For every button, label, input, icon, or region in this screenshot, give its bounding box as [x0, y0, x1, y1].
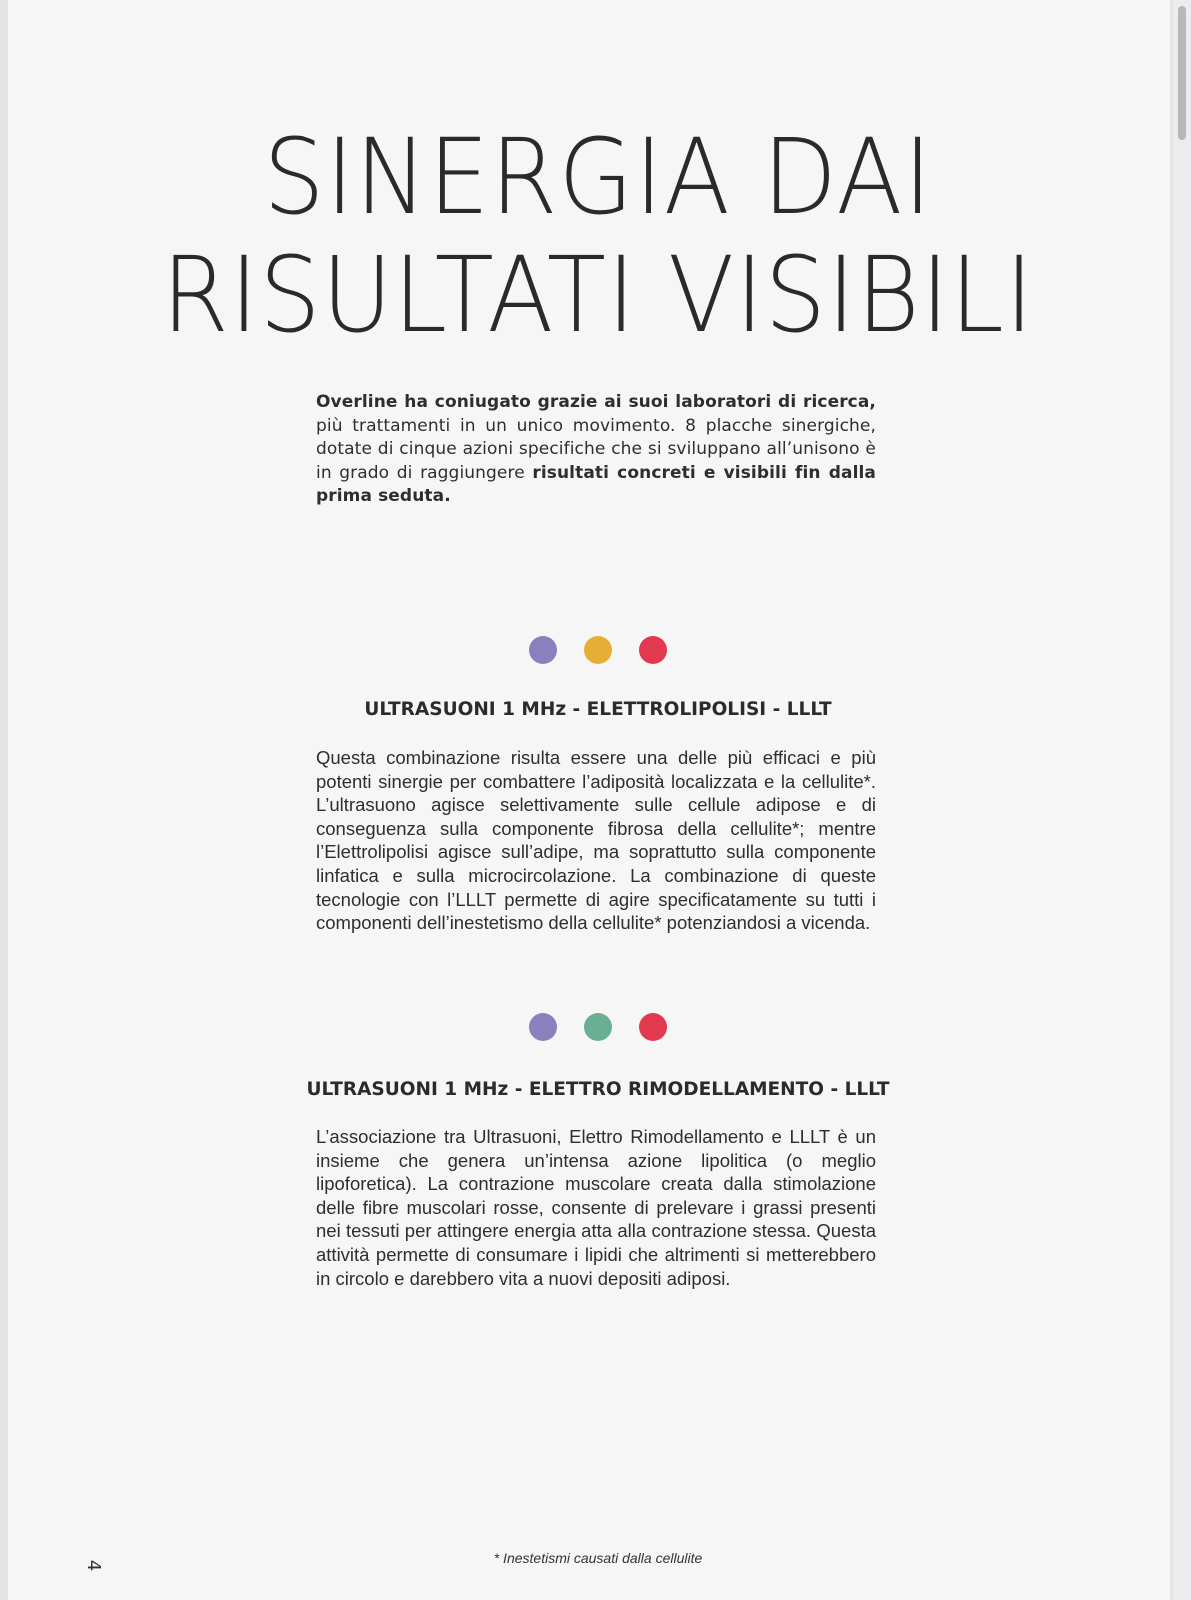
- page-number: 4: [83, 1559, 105, 1572]
- intro-bold-lead: Overline ha coniugato grazie ai suoi laboratori di ricerca,: [316, 392, 876, 412]
- section-paragraph-1: Questa combinazione risulta essere una delle più efficaci e più potenti sinergie per combattere l’adiposità localizzata e la cellulite*. L’ultrasuono agisce selettivamente sulle cellule adipose e di conseguenza sulla componente fibrosa della cellulite*; mentre l’Elettrolipolisi agisce sull’adipe, ma soprattutto sulla componente linfatica e sulla microcircolazione. La combinazione di queste tecnologie con l’LLLT permette di agire specificatamente su tutti i componenti dell’inestetismo della cellulite* potenziandosi a vicenda.: [316, 747, 876, 934]
- technology-dots-1: [8, 636, 1188, 664]
- page-title: [49, 118, 1146, 354]
- technology-dots-2: [8, 1013, 1188, 1041]
- dot-purple: [529, 1013, 557, 1041]
- footnote: * Inestetismi causati dalla cellulite: [493, 1550, 703, 1566]
- section-paragraph-2: L’associazione tra Ultrasuoni, Elettro Rimodellamento e LLLT è un insieme che genera un’intensa azione lipolitica (o meglio lipoforetica). La contrazione muscolare creata dalla stimolazione delle fibre muscolari rosse, consente di prelevare i grassi presenti nei tessuti per attingere energia atta alla contrazione stessa. Questa attività permette di consumare i lipidi che altrimenti si metterebbero in circolo e darebbero vita a nuovi depositi adiposi.: [316, 1126, 876, 1289]
- section-heading-1: ULTRASUONI 1 MHz - ELETTROLIPOLISI - LLLT: [364, 699, 832, 720]
- dot-red: [639, 636, 667, 664]
- dot-red: [639, 1013, 667, 1041]
- page-title-line-1: SINERGIA DAI: [263, 116, 933, 238]
- dot-yellow: [584, 636, 612, 664]
- dot-purple: [529, 636, 557, 664]
- dot-green: [584, 1013, 612, 1041]
- section-heading-2: ULTRASUONI 1 MHz - ELETTRO RIMODELLAMENTO - LLLT: [306, 1079, 890, 1100]
- intro-paragraph: [316, 391, 876, 509]
- intro-bold-result: risultati concreti e visibili fin dalla prima seduta.: [316, 462, 876, 507]
- vertical-scrollbar[interactable]: [1173, 0, 1191, 1600]
- intro-text: più trattamenti in un unico movimento. 8 placche sinergiche, dotate di cinque azioni specifiche che si sviluppano all’unisono è in grado di raggiungere: [316, 415, 876, 483]
- document-page: [8, 0, 1170, 1600]
- scrollbar-thumb[interactable]: [1178, 6, 1186, 140]
- page-title-line-2: RISULTATI VISIBILI: [161, 234, 1035, 356]
